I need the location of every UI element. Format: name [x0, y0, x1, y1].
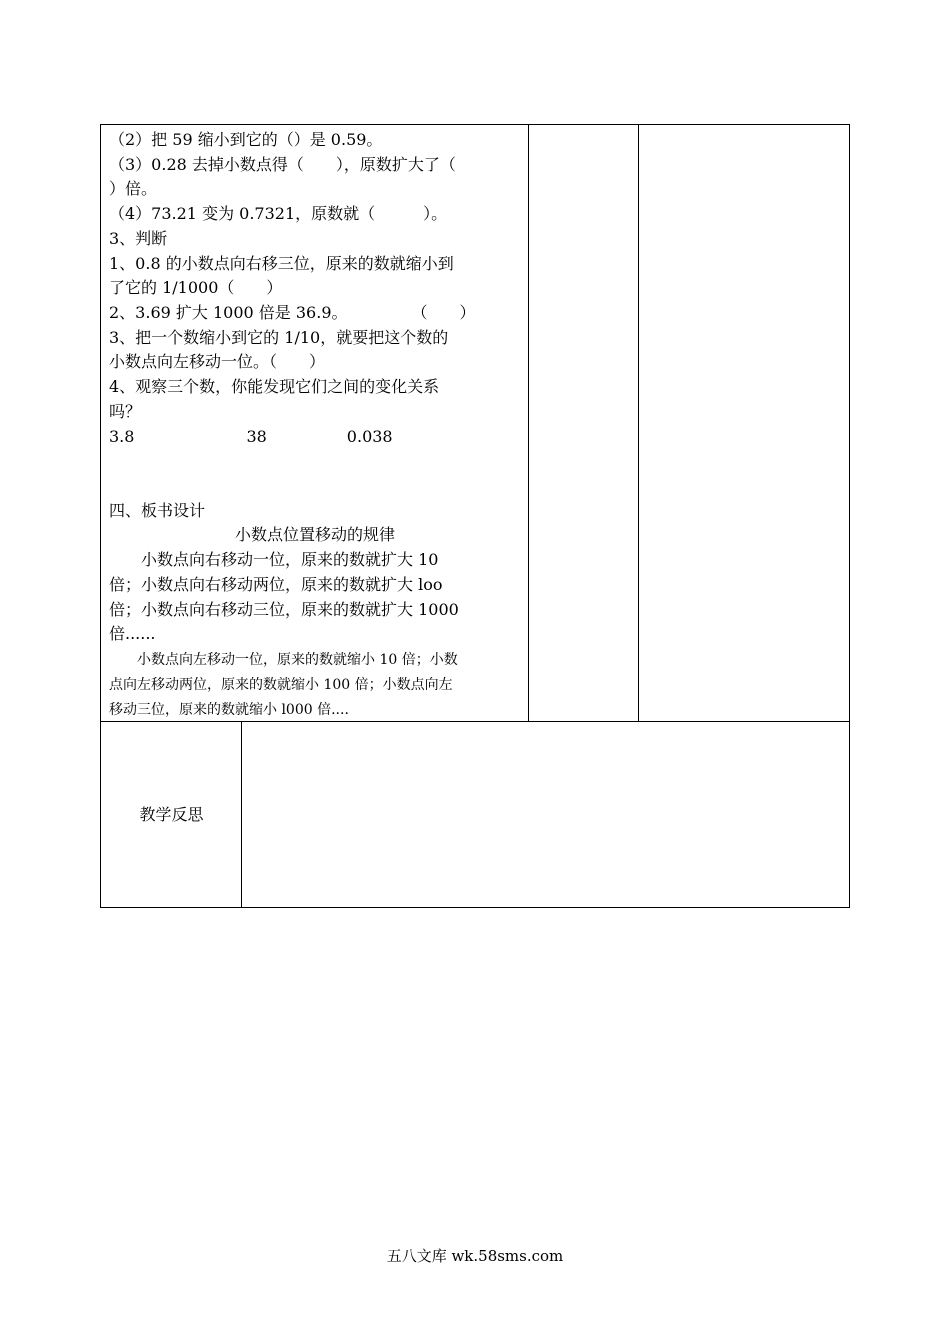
reflection-row [100, 722, 850, 908]
board-text: 小数点向左移动一位，原来的数就缩小 10 倍；小数 [109, 652, 458, 668]
board-text: 移动三位，原来的数就缩小 l000 倍.... [109, 702, 349, 718]
judge-item: 4、观察三个数，你能发现它们之间的变化关系 [109, 377, 440, 396]
page-footer: 五八文库 wk.58sms.com [386, 1247, 564, 1265]
judge-item: 吗？ [109, 402, 142, 421]
exercise-line: （3）0.28 去掉小数点得（ ），原数扩大了（ [109, 155, 456, 174]
judge-item: 1、0.8 的小数点向右移三位，原来的数就缩小到 [109, 254, 454, 273]
board-section-title: 四、板书设计 [109, 501, 206, 520]
numbers-line: 3.8 38 0.038 [109, 427, 393, 446]
reflection-label-cell [101, 722, 242, 907]
lesson-plan-table [100, 124, 850, 908]
judge-item: 3、把一个数缩小到它的 1/10，就要把这个数的 [109, 328, 449, 347]
board-title: 小数点位置移动的规律 [234, 525, 395, 544]
board-text: 点向左移动两位，原来的数就缩小 100 倍；小数点向左 [109, 677, 453, 693]
reflection-content-cell [242, 722, 849, 907]
content-row [100, 124, 850, 722]
exercise-line: （2）把 59 缩小到它的（）是 0.59。 [109, 130, 383, 149]
judge-item: 了它的 1/1000（ ） [109, 278, 283, 297]
main-content-cell [101, 125, 529, 721]
exercise-line: （4）73.21 变为 0.7321，原数就（ ）。 [109, 204, 448, 223]
reflection-label: 教学反思 [139, 805, 204, 824]
board-text: 小数点向右移动一位，原来的数就扩大 10 [109, 550, 439, 569]
empty-cell-middle [529, 125, 639, 721]
board-text: 倍；小数点向右移动两位，原来的数就扩大 loo [109, 575, 443, 594]
judge-heading: 3、判断 [109, 229, 168, 248]
judge-item: 小数点向左移动一位。（ ） [109, 352, 326, 371]
judge-item: 2、3.69 扩大 1000 倍是 36.9。 （ ） [109, 303, 476, 322]
board-text: 倍；小数点向右移动三位，原来的数就扩大 1000 [109, 600, 459, 619]
empty-cell-right [639, 125, 851, 721]
board-text: 倍...... [109, 624, 156, 643]
exercise-line: ）倍。 [109, 179, 158, 198]
